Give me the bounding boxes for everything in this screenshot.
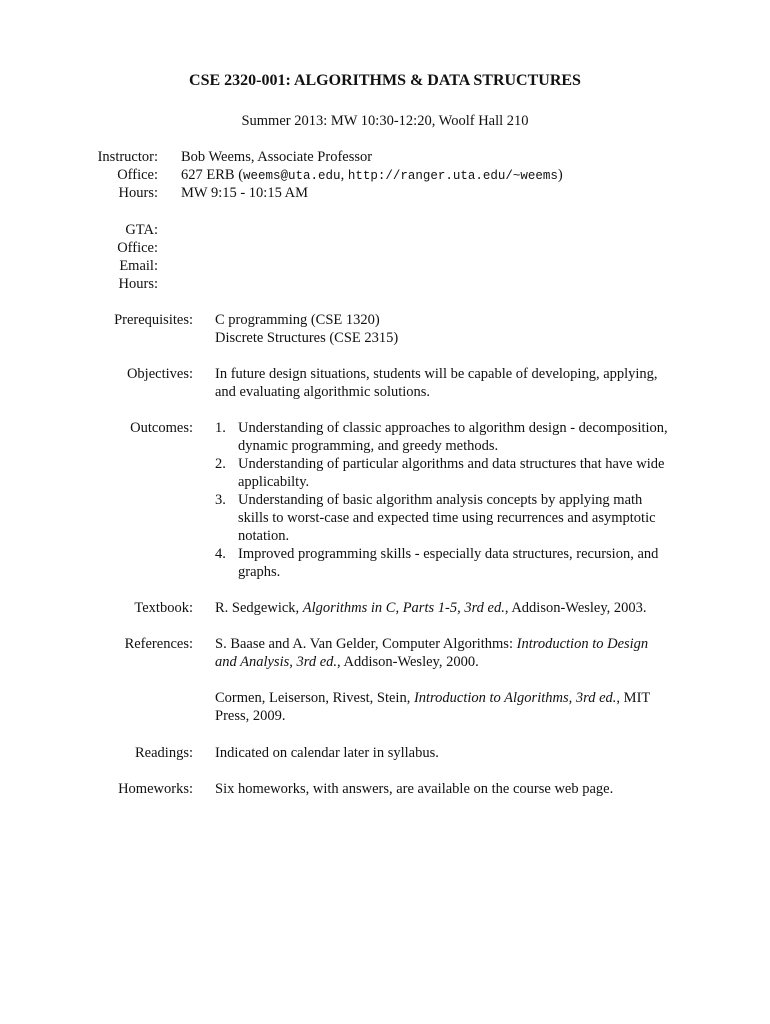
references-label: References: bbox=[124, 636, 193, 652]
prerequisites-list bbox=[215, 311, 690, 347]
readings-label: Readings: bbox=[135, 745, 193, 761]
prerequisite-item: Discrete Structures (CSE 2315) bbox=[215, 330, 399, 346]
textbook-label: Textbook: bbox=[134, 600, 193, 616]
outcome-item: 3. Understanding of basic algorithm analysis concepts by applying math skills to worst-case and expected time using recurrences and asymptotic notation. bbox=[215, 492, 656, 544]
outcome-number: 4. bbox=[215, 546, 226, 562]
instructor-office-label: Office: bbox=[117, 167, 158, 183]
instructor-name: Bob Weems, Associate Professor bbox=[181, 149, 373, 165]
outcomes-label: Outcomes: bbox=[130, 420, 193, 436]
instructor-hours-value: MW 9:15 - 10:15 AM bbox=[181, 185, 309, 201]
outcome-number: 2. bbox=[215, 456, 226, 472]
gta-hours-label: Hours: bbox=[118, 276, 158, 292]
gta-office-label: Office: bbox=[117, 240, 158, 256]
homeworks-value: Six homeworks, with answers, are available on the course web page. bbox=[215, 781, 614, 797]
gta-email-label: Email: bbox=[119, 258, 158, 274]
outcomes-list-wrapper bbox=[215, 419, 705, 581]
outcome-number: 3. bbox=[215, 492, 226, 508]
reference-title: Introduction to Design bbox=[516, 636, 649, 652]
instructor-label: Instructor: bbox=[97, 149, 158, 165]
prerequisites-label: Prerequisites: bbox=[114, 312, 193, 328]
reference-item: Cormen, Leiserson, Rivest, Stein, Introduction to Algorithms, 3rd ed., MIT Press, 2009. bbox=[215, 690, 651, 724]
instructor-hours-label: Hours: bbox=[118, 185, 158, 201]
course-schedule: Summer 2013: MW 10:30-12:20, Woolf Hall 210 bbox=[241, 113, 529, 129]
textbook-title: Algorithms in C, Parts 1-5, 3rd ed. bbox=[302, 600, 505, 616]
reference-item: S. Baase and A. Van Gelder, Computer Algorithms: Introduction to Design and Analysis, 3rd ed., Addison-Wesley, 2000. bbox=[215, 636, 649, 670]
reference-title: Introduction to Algorithms, 3rd ed. bbox=[413, 690, 617, 706]
instructor-email-link[interactable]: weems@uta.edu bbox=[243, 169, 341, 183]
instructor-office-value: 627 ERB (weems@uta.edu, http://ranger.uta.edu/~weems) bbox=[181, 167, 563, 183]
homeworks-label: Homeworks: bbox=[118, 781, 193, 797]
reference-title: and Analysis, 3rd ed. bbox=[215, 654, 338, 670]
office-room: 627 ERB bbox=[181, 167, 235, 183]
outcome-item: 1. Understanding of classic approaches to algorithm design - decomposition, dynamic programming, and greedy methods. bbox=[215, 420, 668, 454]
gta-label: GTA: bbox=[125, 222, 158, 238]
objectives-label: Objectives: bbox=[126, 366, 193, 382]
prerequisite-item: C programming (CSE 1320) bbox=[215, 312, 380, 328]
readings-value: Indicated on calendar later in syllabus. bbox=[215, 745, 439, 761]
instructor-web-link[interactable]: http://ranger.uta.edu/~weems bbox=[347, 169, 558, 183]
objectives-text: In future design situations, students will be capable of developing, applying, and evaluating algorithmic solutions. bbox=[215, 366, 658, 400]
document-title: CSE 2320-001: ALGORITHMS & DATA STRUCTURES bbox=[189, 72, 581, 89]
outcome-number: 1. bbox=[215, 420, 226, 436]
outcome-item: 4. Improved programming skills - especially data structures, recursion, and graphs. bbox=[215, 546, 659, 580]
outcome-item: 2. Understanding of particular algorithms and data structures that have wide applicabilty. bbox=[215, 456, 665, 490]
textbook-citation: R. Sedgewick, Algorithms in C, Parts 1-5, 3rd ed., Addison-Wesley, 2003. bbox=[215, 600, 647, 616]
outcomes-list bbox=[215, 419, 705, 581]
